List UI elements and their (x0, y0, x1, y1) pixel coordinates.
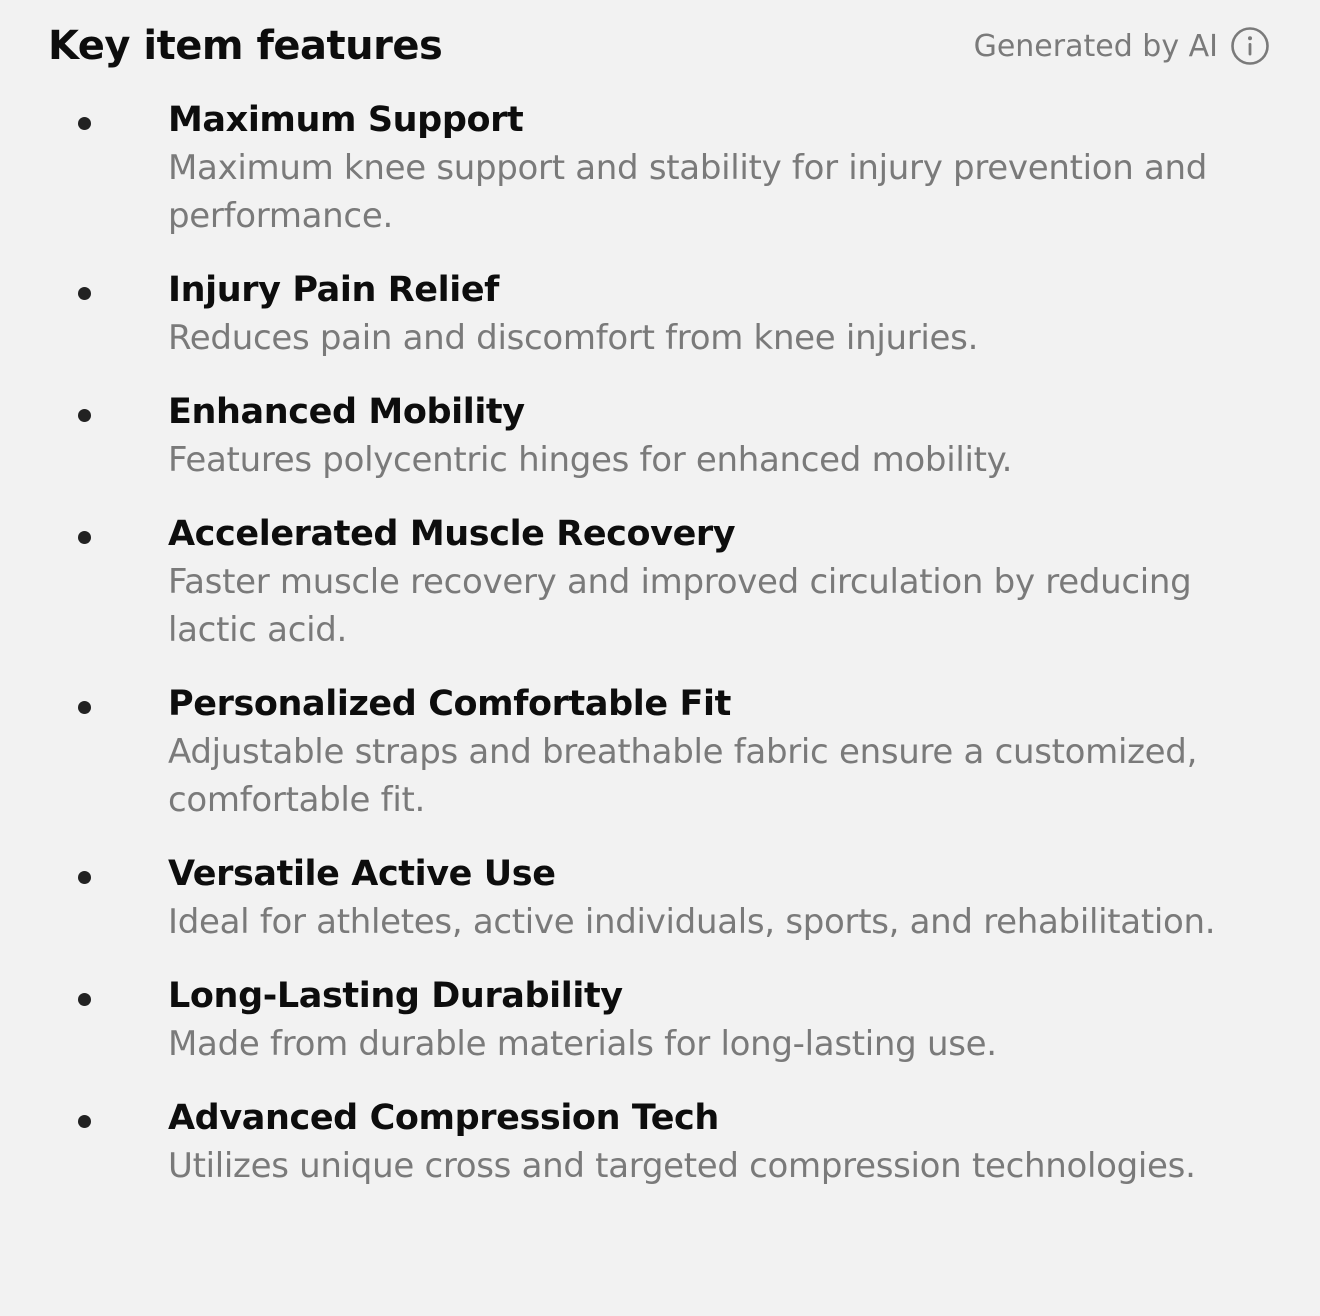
list-item (0, 96, 1320, 240)
feature-title: Personalized Comfortable Fit (168, 684, 731, 724)
feature-description: Features polycentric hinges for enhanced mobility. (168, 440, 1013, 480)
bullet-icon (78, 993, 91, 1006)
list-item (0, 510, 1320, 654)
generated-by-ai-label: Generated by AI (973, 28, 1218, 64)
feature-list (0, 96, 1320, 1216)
bullet-icon (78, 287, 91, 300)
feature-title: Maximum Support (168, 100, 524, 140)
feature-title: Versatile Active Use (168, 854, 556, 894)
section-title: Key item features (48, 23, 443, 69)
list-item (0, 1094, 1320, 1190)
info-icon[interactable] (1230, 26, 1270, 66)
feature-description: Made from durable materials for long-lasting use. (168, 1024, 997, 1064)
list-item (0, 972, 1320, 1068)
bullet-icon (78, 871, 91, 884)
feature-title: Advanced Compression Tech (168, 1098, 719, 1138)
bullet-icon (78, 409, 91, 422)
feature-description: Adjustable straps and breathable fabric ensure a customized, comfortable fit. (168, 732, 1198, 820)
feature-title: Accelerated Muscle Recovery (168, 514, 736, 554)
feature-description: Maximum knee support and stability for injury prevention and performance. (168, 148, 1208, 236)
bullet-icon (78, 531, 91, 544)
feature-description: Utilizes unique cross and targeted compression technologies. (168, 1146, 1196, 1186)
feature-title: Enhanced Mobility (168, 392, 525, 432)
generated-by-ai-note[interactable] (974, 24, 1270, 68)
bullet-icon (78, 1115, 91, 1128)
feature-description: Faster muscle recovery and improved circulation by reducing lactic acid. (168, 562, 1192, 650)
list-item (0, 266, 1320, 362)
feature-title: Injury Pain Relief (168, 270, 499, 310)
bullet-icon (78, 701, 91, 714)
feature-description: Ideal for athletes, active individuals, sports, and rehabilitation. (168, 902, 1216, 942)
list-item (0, 680, 1320, 824)
feature-description: Reduces pain and discomfort from knee injuries. (168, 318, 979, 358)
feature-title: Long-Lasting Durability (168, 976, 623, 1016)
list-item (0, 850, 1320, 946)
bullet-icon (78, 117, 91, 130)
list-item (0, 388, 1320, 484)
